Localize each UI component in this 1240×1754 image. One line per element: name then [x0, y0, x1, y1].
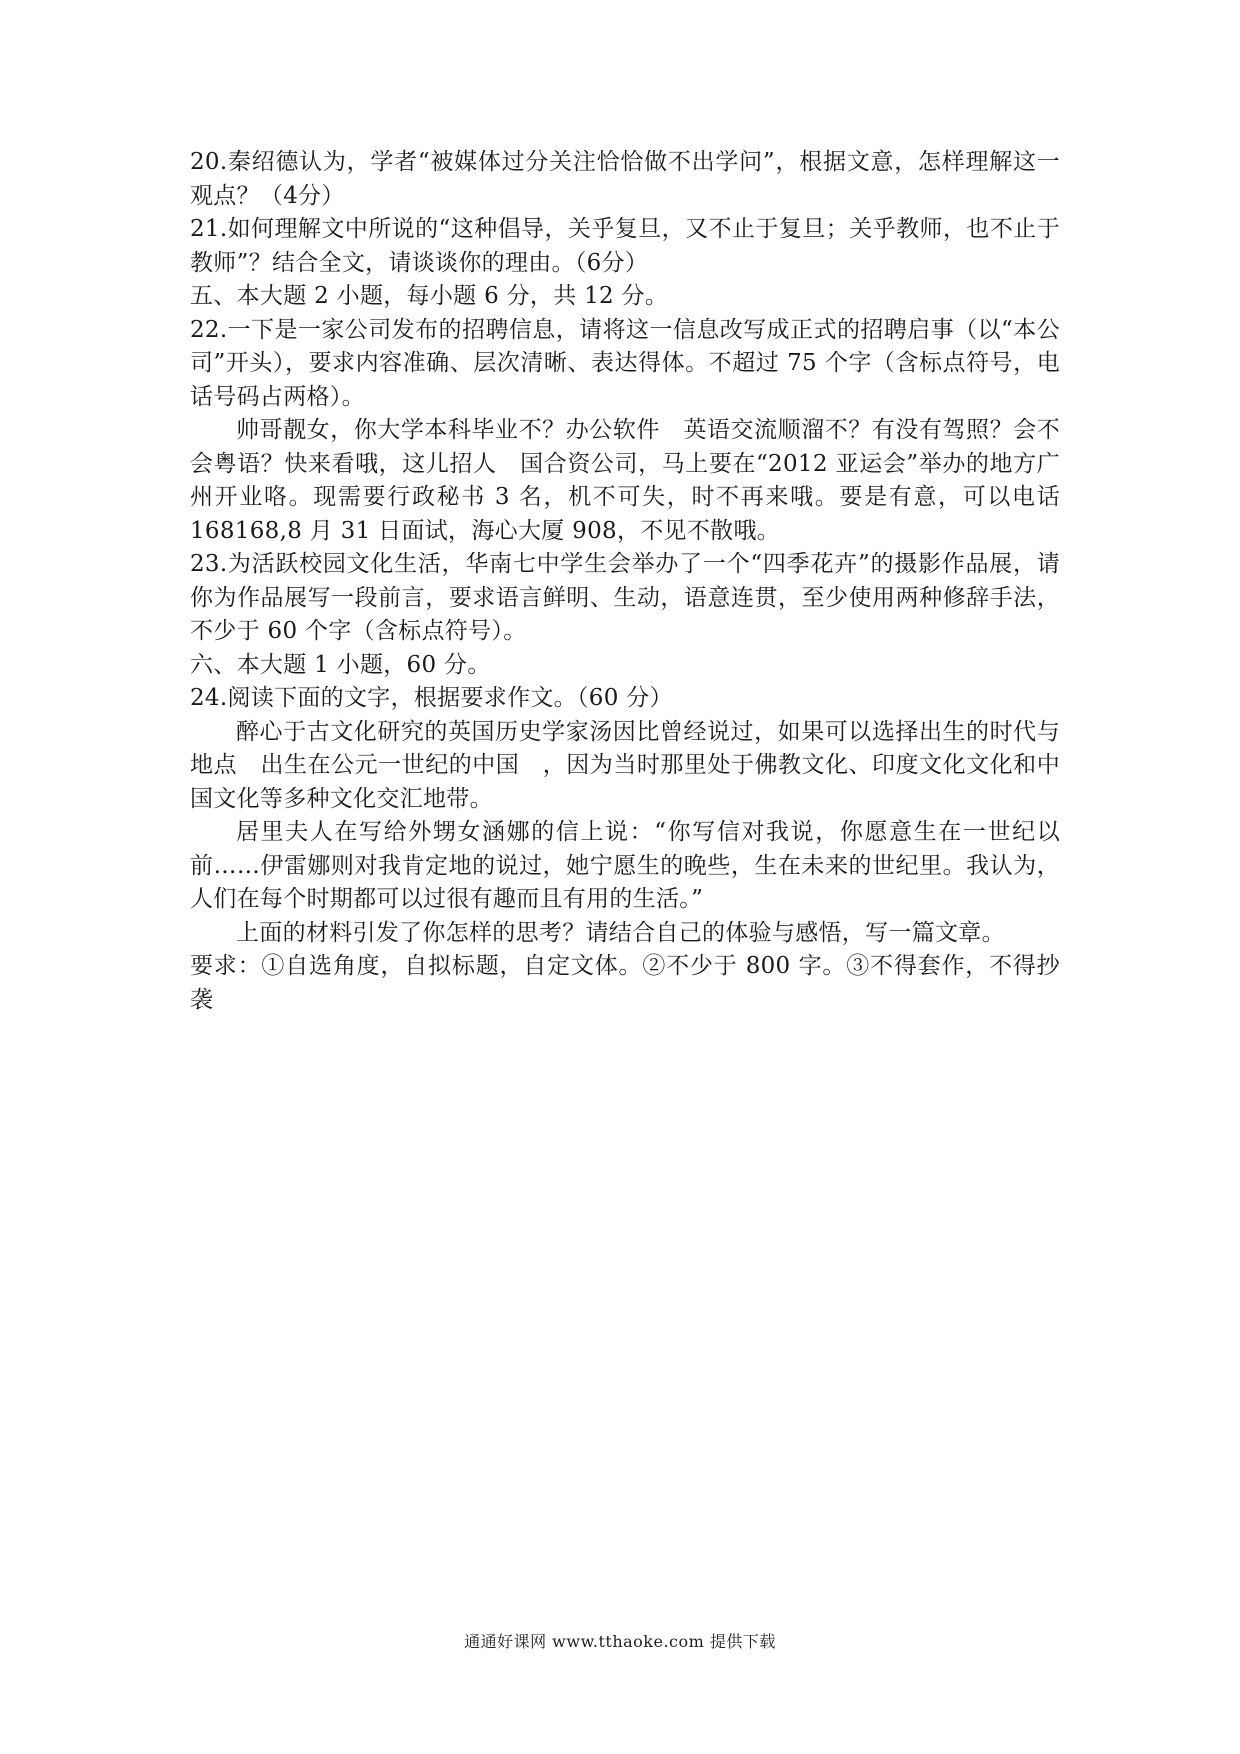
exam-page-content [190, 146, 1060, 1017]
question-21: 21.如何理解文中所说的“这种倡导，关乎复旦，又不止于复旦；关乎教师，也不止于教师”？结合全文，请谈谈你的理由。（6分） [190, 216, 1060, 276]
page-footer: 通通好课网 www.tthaoke.com 提供下载 [464, 1632, 776, 1651]
question-24-paragraph-1: 醉心于古文化研究的英国历史学家汤因比曾经说过，如果可以选择出生的时代与地点 出生在公元一世纪的中国 ，因为当时那里处于佛教文化、印度文化文化和中国文化等多种文化交汇地带。 [190, 718, 1060, 812]
section-5-heading: 五、本大题 2 小题，每小题 6 分，共 12 分。 [190, 283, 669, 309]
question-22: 22.一下是一家公司发布的招聘信息，请将这一信息改写成正式的招聘启事（以“本公司”开头），要求内容准确、层次清晰、表达得体。不超过 75 个字（含标点符号，电话号码占两格）。 [190, 316, 1060, 410]
question-22-material: 帅哥靓女，你大学本科毕业不？办公软件 英语交流顺溜不？有没有驾照？会不会粤语？快来看哦，这儿招人 国合资公司，马上要在“2012 亚运会”举办的地方广州开业咯。现需要行政秘书 3 名，机不可失，时不再来哦。要是有意，可以电话 168168,8 月 31 日面试，海心大厦 908，不见不散哦。 [190, 417, 1060, 544]
question-23: 23.为活跃校园文化生活，华南七中学生会举办了一个“四季花卉”的摄影作品展，请你为作品展写一段前言，要求语言鲜明、生动，语意连贯，至少使用两种修辞手法，不少于 60 个字（含标点符号）。 [190, 551, 1060, 644]
question-20: 20.秦绍德认为，学者“被媒体过分关注恰恰做不出学问”，根据文意，怎样理解这一观点？（4分） [190, 149, 1060, 209]
section-6-heading: 六、本大题 1 小题，60 分。 [190, 651, 491, 678]
question-24: 24.阅读下面的文字，根据要求作文。（60 分） [190, 685, 673, 711]
question-24-paragraph-2: 居里夫人在写给外甥女涵娜的信上说：“你写信对我说，你愿意生在一世纪以前……伊雷娜则对我肯定地的说过，她宁愿生的晚些，生在未来的世纪里。我认为，人们在每个时期都可以过很有趣而且有用的生活。” [190, 819, 1060, 912]
question-24-paragraph-3: 上面的材料引发了你怎样的思考？请结合自己的体验与感悟，写一篇文章。 [236, 919, 1005, 946]
question-24-requirements: 要求：①自选角度，自拟标题，自定文体。②不少于 800 字。③不得套作，不得抄袭 [190, 953, 1060, 1013]
